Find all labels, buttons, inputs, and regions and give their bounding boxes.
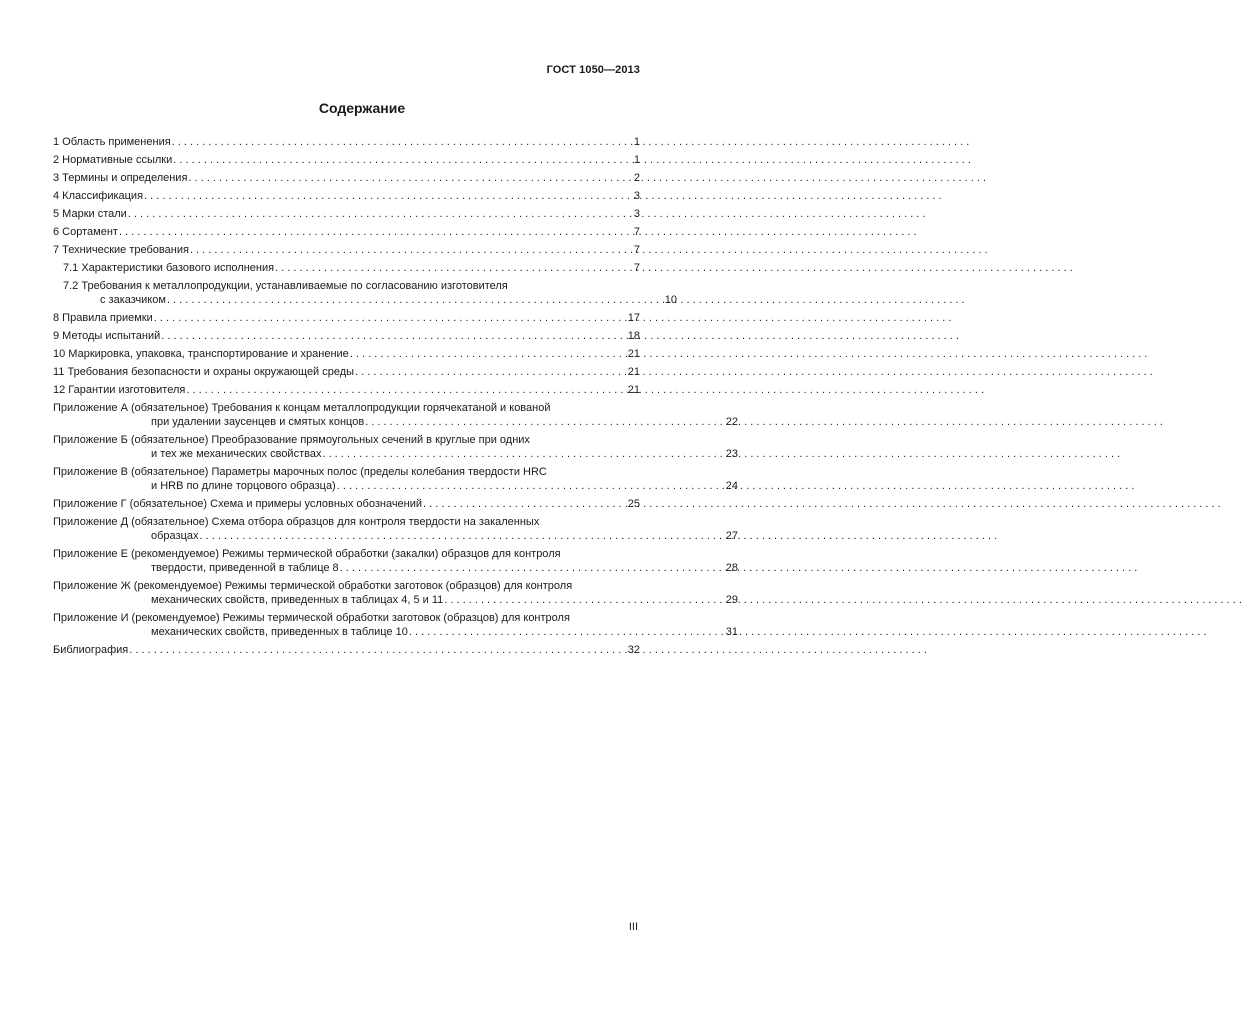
toc-appendix-entry[interactable] (53, 579, 738, 607)
toc-entry-label: 8 Правила приемки (53, 312, 153, 324)
toc-entry-page: 7 (633, 262, 640, 274)
toc-appendix-entry[interactable] (53, 547, 738, 575)
toc-entry-page: 21 (627, 366, 640, 378)
toc-entry-page: 28 (725, 562, 738, 574)
dot-leader (172, 135, 633, 149)
toc-entry[interactable] (53, 189, 640, 203)
toc-entry-label: 6 Сортамент (53, 226, 118, 238)
toc-entry-label-line1: Приложение Е (рекомендуемое) Режимы термической обработки (закалки) образцов для контроля (53, 548, 561, 560)
table-of-contents (53, 135, 738, 661)
toc-entry-page: 10 (664, 294, 677, 306)
toc-entry-label-line1: Приложение В (обязательное) Параметры марочных полос (пределы колебания твердости HRC (53, 466, 547, 478)
dot-leader (186, 383, 626, 397)
dot-leader (423, 497, 627, 511)
toc-entry-label: 4 Классификация (53, 190, 144, 202)
toc-entry-label: 7.1 Характеристики базового исполнения (63, 262, 275, 274)
toc-subentry[interactable] (53, 279, 677, 307)
toc-entry[interactable] (53, 225, 640, 239)
dot-leader (322, 447, 724, 461)
toc-entry[interactable] (53, 329, 640, 343)
toc-entry-page: 21 (627, 348, 640, 360)
toc-entry-page: 32 (627, 644, 640, 656)
toc-entry-page: 24 (725, 480, 738, 492)
toc-entry-label: 2 Нормативные ссылки (53, 154, 173, 166)
toc-entry-label-line1: Приложение Б (обязательное) Преобразование прямоугольных сечений в круглые при одних (53, 434, 530, 446)
toc-appendix-entry[interactable] (53, 465, 738, 493)
toc-entry-page: 7 (633, 226, 640, 238)
toc-entry-label-line2: образцах (151, 530, 199, 542)
toc-entry[interactable] (53, 311, 640, 325)
toc-entry-label-line1: Приложение Д (обязательное) Схема отбора образцов для контроля твердости на закаленных (53, 516, 540, 528)
toc-entry-page: 25 (627, 498, 640, 510)
toc-entry-page: 1 (633, 154, 640, 166)
dot-leader (154, 311, 627, 325)
dot-leader (337, 479, 725, 493)
toc-appendix-entry[interactable] (53, 433, 738, 461)
toc-entry-label-line2: и тех же механических свойствах (151, 448, 322, 460)
toc-entry-label: 1 Область применения (53, 136, 171, 148)
toc-entry[interactable] (53, 171, 640, 185)
toc-entry-page: 3 (633, 190, 640, 202)
toc-entry-label: 5 Марки стали (53, 208, 127, 220)
dot-leader (340, 561, 725, 575)
dot-leader (190, 243, 633, 257)
toc-entry-page: 17 (627, 312, 640, 324)
toc-subentry[interactable] (53, 261, 640, 275)
dot-leader (365, 415, 725, 429)
dot-leader (161, 329, 626, 343)
toc-entry-page: 29 (725, 594, 738, 606)
toc-appendix-entry[interactable] (53, 515, 738, 543)
dot-leader (167, 293, 664, 307)
dot-leader (119, 225, 633, 239)
toc-entry-label: 3 Термины и определения (53, 172, 188, 184)
dot-leader (275, 261, 633, 275)
toc-entry-page: 31 (725, 626, 738, 638)
toc-appendix-entry[interactable] (53, 401, 738, 429)
toc-entry[interactable] (53, 135, 640, 149)
toc-entry[interactable] (53, 207, 640, 221)
toc-entry-label: Приложение Г (обязательное) Схема и примеры условных обозначений (53, 498, 423, 510)
toc-entry[interactable] (53, 365, 640, 379)
toc-entry-page: 3 (633, 208, 640, 220)
dot-leader (129, 643, 627, 657)
dot-leader (200, 529, 725, 543)
toc-entry[interactable] (53, 153, 640, 167)
toc-entry[interactable] (53, 383, 640, 397)
dot-leader (409, 625, 725, 639)
toc-appendix-entry[interactable] (53, 611, 738, 639)
page-number: III (628, 921, 638, 933)
dot-leader (144, 189, 633, 203)
toc-entry-label: 12 Гарантии изготовителя (53, 384, 186, 396)
toc-entry-page: 1 (633, 136, 640, 148)
toc-entry-label-line2: твердости, приведенной в таблице 8 (151, 562, 339, 574)
toc-appendix-entry[interactable] (53, 497, 640, 511)
dot-leader (350, 347, 627, 361)
dot-leader (355, 365, 627, 379)
toc-entry[interactable] (53, 347, 640, 361)
toc-entry-label-line1: Приложение Ж (рекомендуемое) Режимы термической обработки заготовок (образцов) для контроля (53, 580, 573, 592)
toc-entry-label-line2: с заказчиком (100, 294, 166, 306)
toc-entry-page: 18 (627, 330, 640, 342)
toc-entry[interactable] (53, 643, 640, 657)
toc-entry-page: 27 (725, 530, 738, 542)
toc-entry-label: 7 Технические требования (53, 244, 189, 256)
toc-entry-page: 23 (725, 448, 738, 460)
toc-entry-label-line2: механических свойств, приведенных в таблицах 4, 5 и 11 (151, 594, 444, 606)
toc-entry-label: Библиография (53, 644, 129, 656)
toc-entry-page: 21 (627, 384, 640, 396)
toc-entry-label: 11 Требования безопасности и охраны окружающей среды (53, 366, 355, 378)
toc-entry[interactable] (53, 243, 640, 257)
toc-entry-label-line1: Приложение А (обязательное) Требования к концам металлопродукции горячекатаной и кованой (53, 402, 551, 414)
toc-entry-page: 7 (633, 244, 640, 256)
dot-leader (173, 153, 633, 167)
contents-title: Содержание (318, 100, 406, 116)
toc-entry-label-line2: и HRB по длине торцового образца) (151, 480, 336, 492)
toc-entry-page: 22 (725, 416, 738, 428)
toc-entry-page: 2 (633, 172, 640, 184)
toc-entry-label-line2: при удалении заусенцев и смятых концов (151, 416, 365, 428)
dot-leader (188, 171, 632, 185)
toc-entry-label-line2: механических свойств, приведенных в таблице 10 (151, 626, 408, 638)
dot-leader (128, 207, 633, 221)
dot-leader (444, 593, 724, 607)
standard-designation: ГОСТ 1050—2013 (546, 64, 640, 76)
toc-entry-label-line1: Приложение И (рекомендуемое) Режимы термической обработки заготовок (образцов) для контроля (53, 612, 570, 624)
toc-entry-label: 9 Методы испытаний (53, 330, 161, 342)
toc-entry-label-line1: 7.2 Требования к металлопродукции, устанавливаемые по согласованию изготовителя (63, 280, 508, 292)
toc-entry-label: 10 Маркировка, упаковка, транспортирование и хранение (53, 348, 349, 360)
